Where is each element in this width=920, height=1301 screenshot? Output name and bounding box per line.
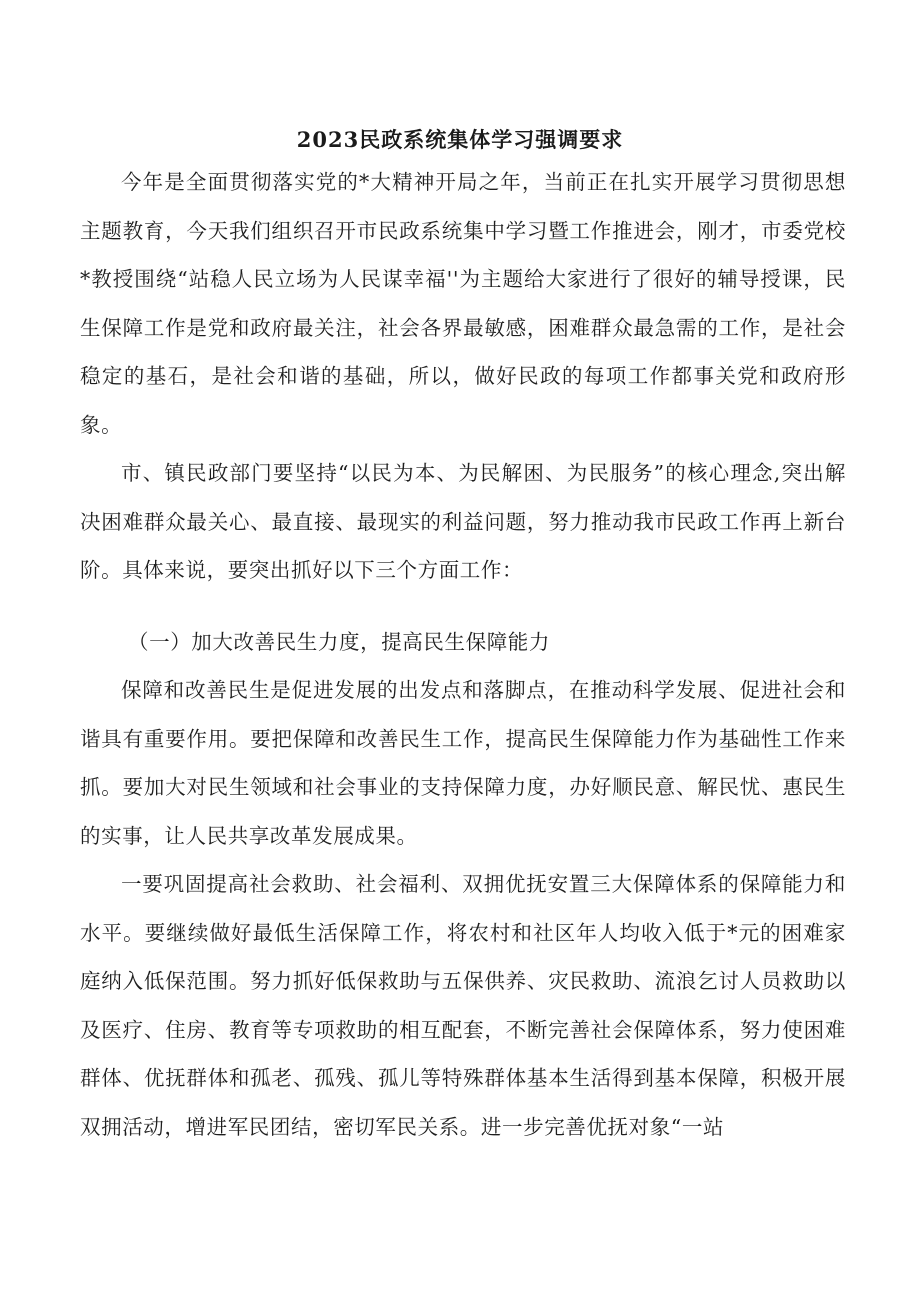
document-title: 2023民政系统集体学习强调要求 [296,127,624,152]
paragraph-section-overview: 保障和改善民生是促进发展的出发点和落脚点，在推动科学发展、促进社会和谐具有重要作用。要把保障和改善民生工作，提高民生保障能力作为基础性工作来抓。要加大对民生领域和社会事业的支持保障力度，办好顺民意、解民忧、惠民生的实事，让人民共享改革发展成果。 [80,678,846,848]
intro-block [80,158,846,595]
paragraph-principles: 市、镇民政部门要坚持“以民为本、为民解困、为民服务”的核心理念,突出解决困难群众最关心、最直接、最现实的利益问题，努力推动我市民政工作再上新台阶。具体来说，要突出抓好以下三个方面工作： [80,461,846,582]
paragraph-intro: 今年是全面贯彻落实党的*大精神开局之年，当前正在扎实开展学习贯彻思想主题教育，今天我们组织召开市民政系统集中学习暨工作推进会，刚才，市委党校*教授围绕“站稳人民立场为人民谋幸福''为主题给大家进行了很好的辅导授课，民生保障工作是党和政府最关注，社会各界最敏感，困难群众最急需的工作，是社会稳定的基石，是社会和谐的基础，所以，做好民政的每项工作都事关党和政府形象。 [80,170,846,437]
section-heading: （一）加大改善民生力度，提高民生保障能力 [128,630,550,654]
section-block [80,666,846,1151]
paragraph-section-first-point: 一要巩固提高社会救助、社会福利、双拥优抚安置三大保障体系的保障能力和水平。要继续做好最低生活保障工作，将农村和社区年人均收入低于*元的困难家庭纳入低保范围。努力抓好低保救助与五保供养、灾民救助、流浪乞讨人员救助以及医疗、住房、教育等专项救助的相互配套，不断完善社会保障体系，努力使困难群体、优抚群体和孤老、孤残、孤儿等特殊群体基本生活得到基本保障，积极开展双拥活动，增进军民团结，密切军民关系。进一步完善优抚对象“一站 [80,872,846,1139]
